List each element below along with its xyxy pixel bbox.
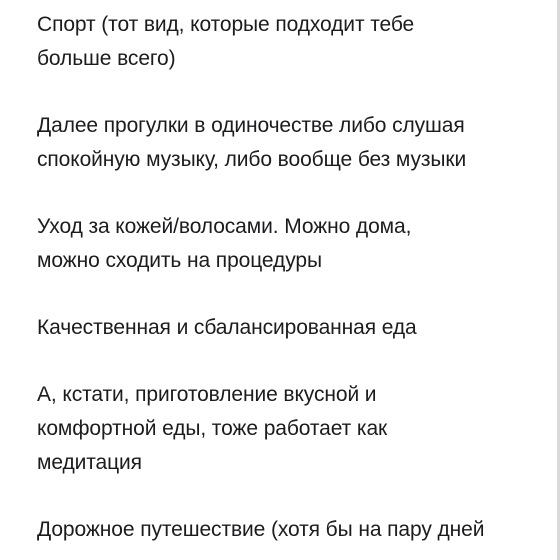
note-paragraph-food — [37, 311, 417, 345]
note-line: Уход за кожей/волосами. Можно дома, — [37, 215, 412, 238]
note-paragraph-sport — [37, 8, 414, 76]
note-line: медитация — [37, 451, 142, 474]
note-paragraph-walks — [37, 109, 466, 177]
note-paragraph-cooking — [37, 378, 387, 480]
note-line: Спорт (тот вид, которые подходит тебе — [37, 13, 415, 36]
note-line: А, кстати, приготовление вкусной и — [37, 383, 377, 406]
note-paragraph-travel — [37, 513, 484, 547]
note-line: Далее прогулки в одиночестве либо слушая — [37, 114, 465, 137]
note-line: Дорожное путешествие (хотя бы на пару дней — [37, 518, 485, 541]
note-line: можно сходить на процедуры — [37, 249, 322, 272]
note-line: спокойную музыку, либо вообще без музыки — [37, 148, 467, 171]
note-line: комфортной еды, тоже работает как — [37, 417, 388, 440]
note-line: больше всего) — [37, 47, 176, 70]
note-paragraph-skincare — [37, 210, 411, 278]
note-line: Качественная и сбалансированная еда — [37, 316, 417, 339]
